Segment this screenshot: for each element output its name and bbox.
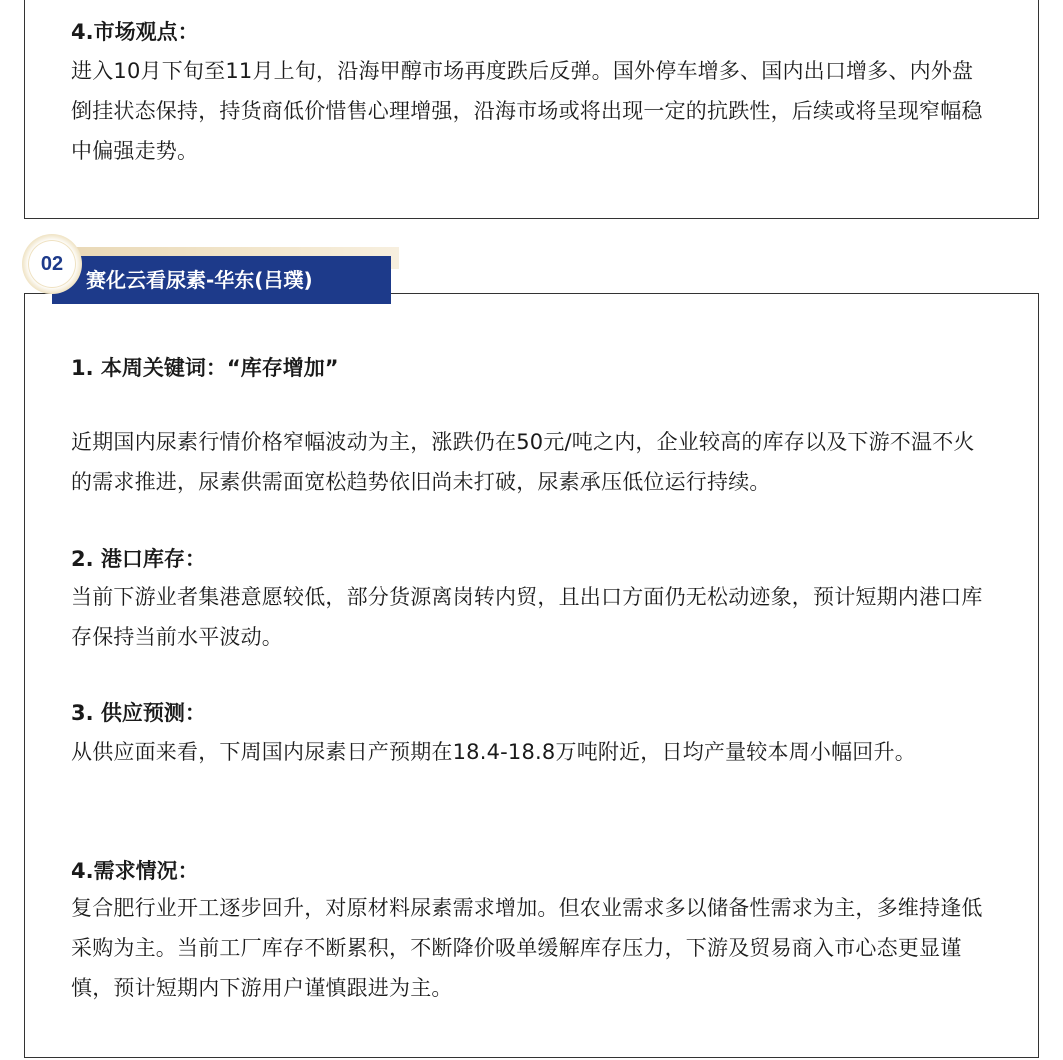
- section-header: [22, 234, 402, 306]
- keyword-heading: 1. 本周关键词：“库存增加”: [71, 356, 339, 380]
- market-view-heading: 4.市场观点：: [71, 20, 199, 44]
- urea-section-box: [24, 293, 1039, 1058]
- section-number: 02: [40, 253, 64, 275]
- keyword-text: 近期国内尿素行情价格窄幅波动为主，涨跌仍在50元/吨之内，企业较高的库存以及下游不温不火的需求推进，尿素供需面宽松趋势依旧尚未打破，尿素承压低位运行持续。: [71, 430, 975, 494]
- market-view-text: 进入10月下旬至11月上旬，沿海甲醇市场再度跌后反弹。国外停车增多、国内出口增多、内外盘倒挂状态保持，持货商低价惜售心理增强，沿海市场或将出现一定的抗跌性，后续或将呈现窄幅稳中偏强走势。: [71, 59, 983, 163]
- section-title: 赛化云看尿素-华东(吕璞): [86, 268, 313, 292]
- demand-heading: 4.需求情况：: [71, 859, 199, 883]
- port-inventory-heading: 2. 港口库存：: [71, 547, 206, 571]
- demand-text: 复合肥行业开工逐步回升，对原材料尿素需求增加。但农业需求多以储备性需求为主，多维持逢低采购为主。当前工厂库存不断累积，不断降价吸单缓解库存压力，下游及贸易商入市心态更显谨慎，预计短期内下游用户谨慎跟进为主。: [71, 896, 983, 1000]
- supply-forecast-text: 从供应面来看，下周国内尿素日产预期在18.4-18.8万吨附近，日均产量较本周小幅回升。: [71, 740, 916, 764]
- market-view-box: [24, 0, 1039, 219]
- supply-forecast-heading: 3. 供应预测：: [71, 701, 206, 725]
- section-number-badge: [22, 234, 82, 294]
- port-inventory-text: 当前下游业者集港意愿较低，部分货源离岗转内贸，且出口方面仍无松动迹象，预计短期内港口库存保持当前水平波动。: [71, 585, 983, 649]
